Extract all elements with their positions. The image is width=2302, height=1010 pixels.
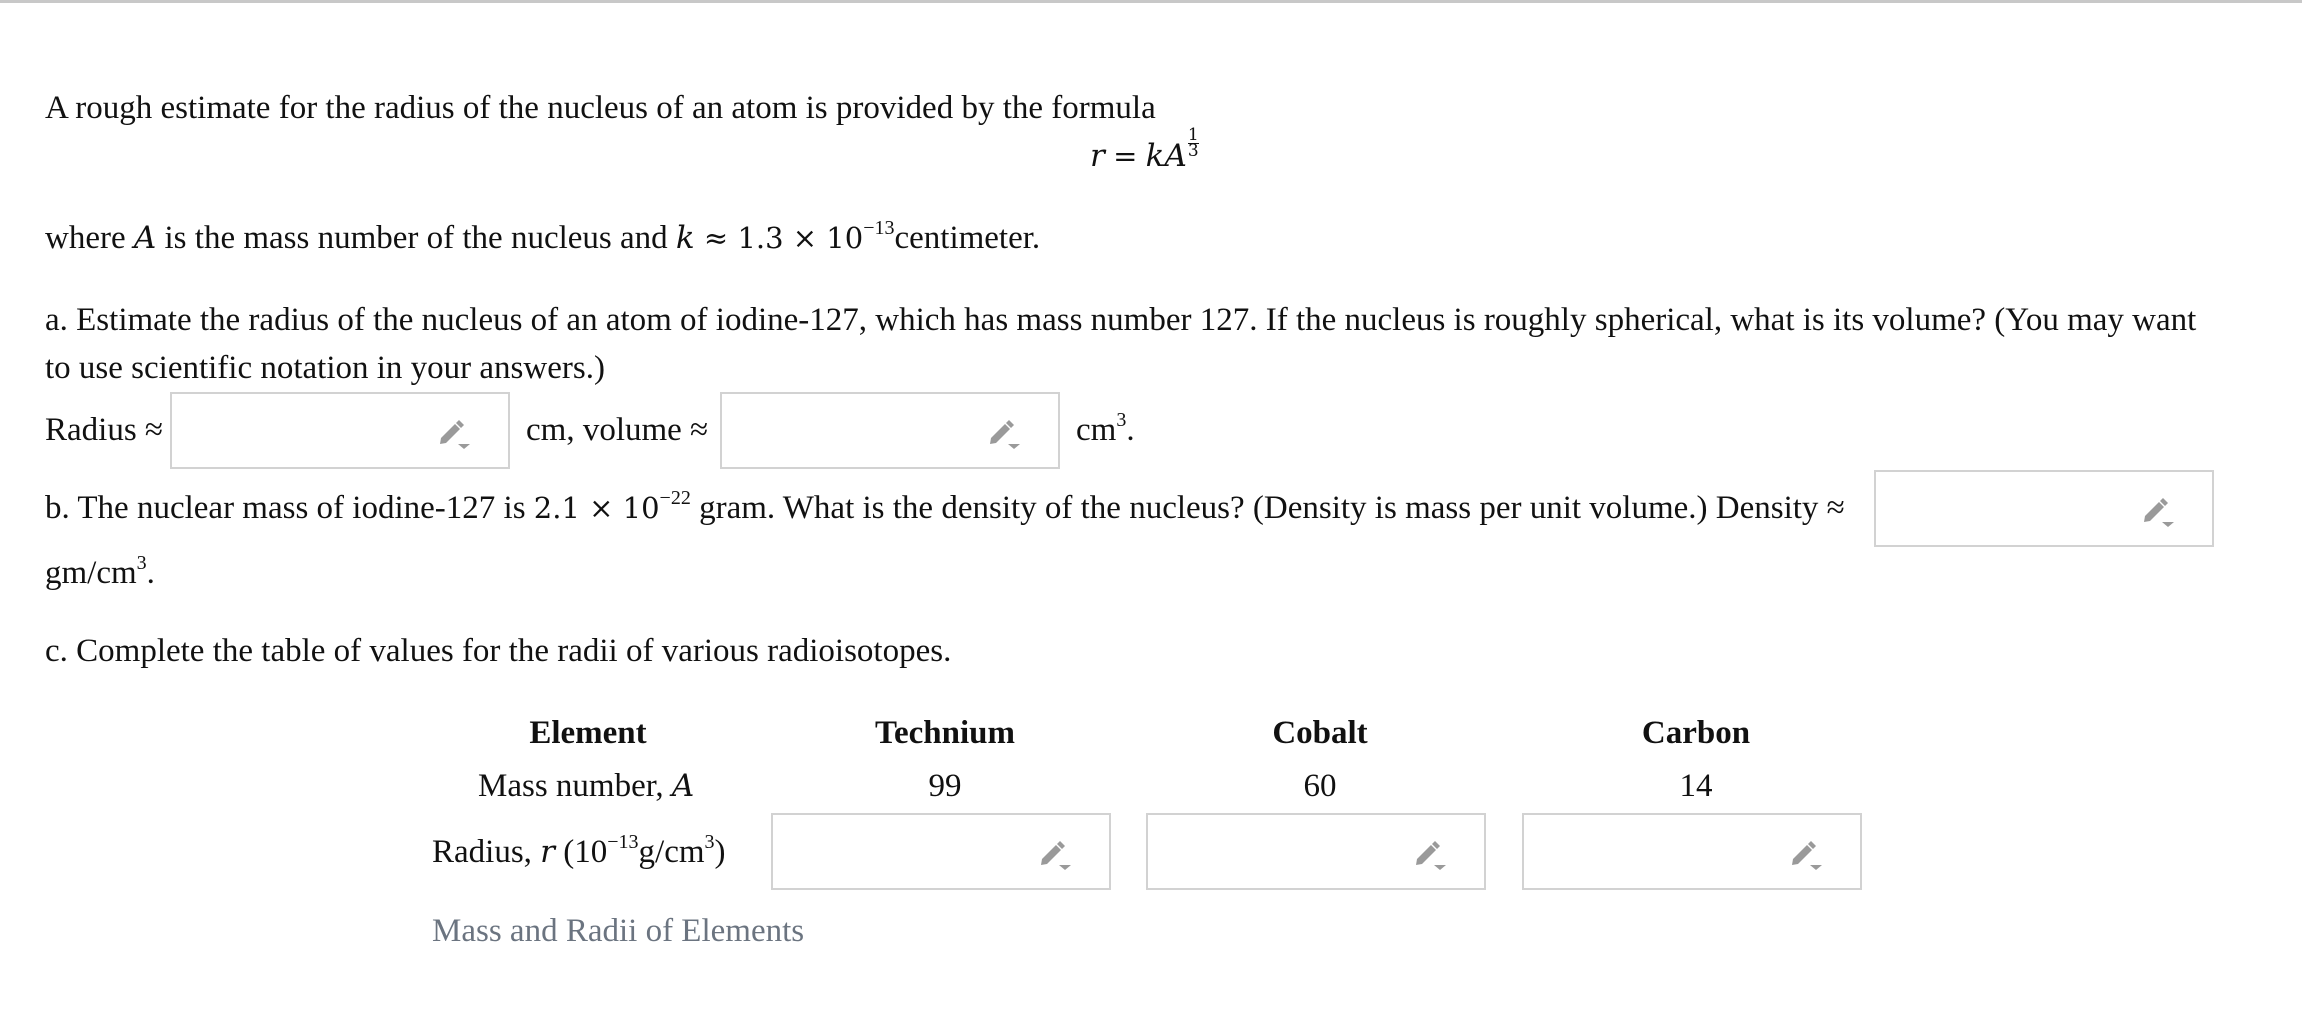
part-b-text [45,488,1845,532]
pencil-icon [1039,839,1073,871]
part-c-text: c. Complete the table of values for the radii of various radioisotopes. [45,633,952,669]
density-answer-input[interactable] [1874,470,2214,547]
radius-unit-exponent: −13 [607,831,639,853]
where-exponent: −13 [863,217,895,239]
radius-row-label [432,832,726,876]
where-A: A [133,220,157,256]
radius-unit-exponent2: 3 [704,831,715,853]
where-k-value: ≈ 1.3 × 10 [694,221,864,255]
formula-k: k [1145,138,1165,174]
where-t1: where [45,220,134,256]
cm3-exponent: 3 [1116,409,1127,431]
radius-label: Radius ≈ [45,412,164,448]
radius-unit-open: (10 [555,834,608,870]
part-b-t1: b. The nuclear mass of iodine-127 is [45,490,534,526]
mass-row-text: Mass number, [478,768,672,804]
formula-equals: = [1113,139,1138,173]
nuclear-mass-exponent: −22 [659,487,691,509]
radius-row-var: r [540,834,555,870]
part-a-line2: to use scientific notation in your answers.) [45,350,605,386]
radius-carbon-input[interactable] [1522,813,1862,890]
cm3-base: cm [1076,412,1117,448]
table-header-technium: Technium [875,715,1015,751]
nuclear-mass: 2.1 × 10 [533,491,660,525]
mass-number-technium: 99 [928,768,962,804]
radius-unit-mid: g/cm [638,834,705,870]
radius-formula [1090,125,1199,176]
volume-answer-input[interactable] [720,392,1060,469]
pencil-icon [438,418,472,450]
table-header-carbon: Carbon [1641,715,1751,751]
part-b-t2: gram. What is the density of the nucleus? (Density is mass per unit volume.) Density ≈ [690,490,1845,526]
radius-row-text: Radius, [432,834,541,870]
mass-number-row-label [478,766,694,806]
where-k: k [675,220,695,256]
pencil-icon [988,418,1022,450]
radius-answer-input[interactable] [170,392,510,469]
formula-exponent [1187,125,1199,161]
pencil-icon [1790,839,1824,871]
radius-unit-close: ) [714,834,726,870]
density-unit-base: gm/cm [45,555,137,591]
exp-numerator: 1 [1187,125,1199,145]
table-header-element: Element [529,715,647,751]
table-header-cobalt: Cobalt [1272,715,1368,751]
radius-cobalt-input[interactable] [1146,813,1486,890]
cm3-period: . [1126,412,1135,448]
density-unit-period: . [146,555,155,591]
top-divider [0,0,2302,3]
radius-technium-input[interactable] [771,813,1111,890]
mass-number-carbon: 14 [1679,768,1713,804]
cm3-unit [1076,410,1135,454]
where-unit: centimeter. [894,220,1041,256]
mass-row-var: A [671,768,695,804]
intro-text: A rough estimate for the radius of the nucleus of an atom is provided by the formula [45,90,1156,126]
mass-number-cobalt: 60 [1303,768,1337,804]
density-unit [45,553,155,597]
part-a-line1: a. Estimate the radius of the nucleus of an atom of iodine-127, which has mass number 127. If the nucleus is roughly spherical, what is its volume? (You may want [45,302,2197,338]
where-t2: is the mass number of the nucleus and [156,220,676,256]
exp-denominator: 3 [1187,141,1199,161]
formula-r: r [1090,138,1105,174]
where-text [45,218,1040,262]
table-caption: Mass and Radii of Elements [432,913,805,949]
formula-A: A [1164,138,1187,174]
pencil-icon [2142,496,2176,528]
pencil-icon [1414,839,1448,871]
cm-volume-label: cm, volume ≈ [526,412,709,448]
density-unit-exponent: 3 [136,552,147,574]
